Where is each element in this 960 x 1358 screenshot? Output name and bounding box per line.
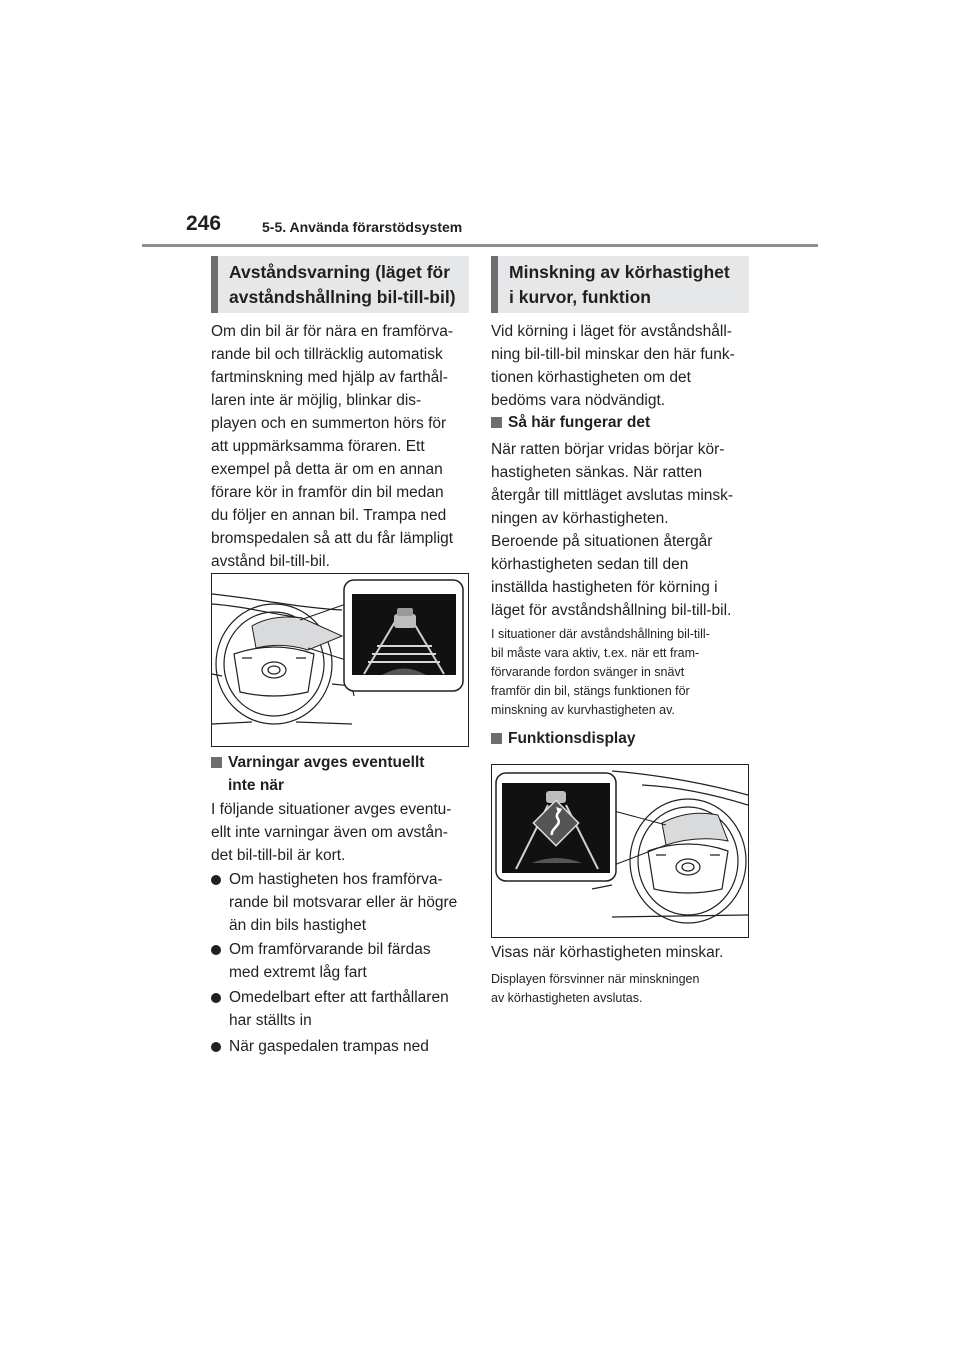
return-paragraph: Beroende på situationen återgår körhastigheten sedan till den inställda hastigheten för körning i läget för avståndshållning bil-till-bil. [491, 533, 732, 619]
function-display-subheading: Funktionsdisplay [491, 727, 635, 750]
situations-intro: I följande situationer avges eventu- ellt inte varningar även om avstån- det bil-till-bil är kort. [211, 801, 452, 864]
page-number: 246 [186, 212, 222, 235]
right-heading: Minskning av körhastighet i kurvor, funktion [491, 256, 749, 313]
right-intro-paragraph: Vid körning i läget för avståndshåll- ning bil-till-bil minskar den här funk- tionen körhastigheten om det bedöms vara nödvändigt. [491, 323, 735, 409]
header-rule [142, 244, 818, 247]
caption-note: Displayen försvinner när minskningen av körhastigheten avslutas. [491, 972, 700, 1005]
section-title: 5-5. Använda förarstödsystem [262, 219, 463, 235]
distance-warning-figure [211, 573, 469, 747]
left-subheading: Varningar avges eventuellt inte när [211, 751, 424, 797]
left-intro-paragraph: Om din bil är för nära en framförva- rande bil och tillräcklig automatisk fartminskning med hjälp av farthål- laren inte är möjlig, blinkar dis- playen och en summerton hörs för att uppmärksamma föraren. Ett exempel på detta är om en annan förare kör in framför din bil medan du följer en annan bil. Trampa ned bromspedalen så att du får lämpligt avstånd bil-till-bil. [211, 323, 454, 570]
left-heading: Avståndsvarning (läget för avståndshållning bil-till-bil) [211, 256, 469, 313]
how-it-works-subheading: Så här fungerar det [491, 411, 650, 434]
bullet-item: Omedelbart efter att farthållaren har ställts in [211, 986, 449, 1032]
bullet-item: Om framförvarande bil färdas med extremt låg fart [211, 938, 431, 984]
bullet-item: Om hastigheten hos framförva- rande bil motsvarar eller är högre än din bils hastighet [211, 868, 457, 937]
how-it-works-paragraph: När ratten börjar vridas börjar kör- hastigheten sänkas. När ratten återgår till mittläget avslutas minsk- ningen av körhastigheten. [491, 441, 734, 527]
curve-speed-figure [491, 764, 749, 938]
caption: Visas när körhastigheten minskar. [491, 944, 724, 961]
bullet-item: När gaspedalen trampas ned [211, 1035, 429, 1058]
note-paragraph: I situationer där avståndshållning bil-till- bil måste vara aktiv, t.ex. när ett fram- förvarande fordon svänger in snävt framför din bil, stängs funktionen för minskning av kurvhastigheten av. [491, 627, 710, 717]
